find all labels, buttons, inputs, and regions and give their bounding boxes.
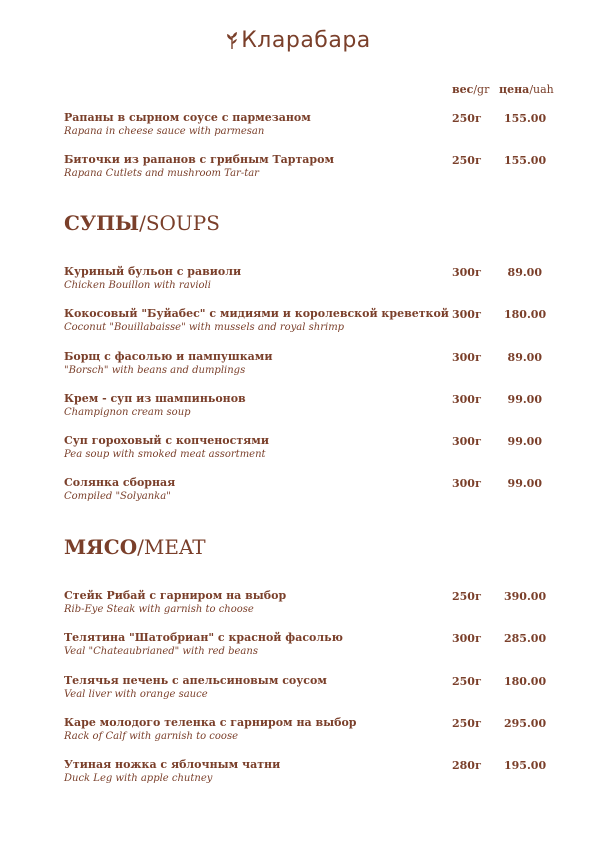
dish-weight: 300г [452, 477, 482, 490]
menu-item [64, 434, 554, 468]
dish-name-en: Chicken Bouillon with ravioli [64, 280, 211, 291]
dish-name-ru: Биточки из рапанов с грибным Тартаром [64, 153, 335, 166]
dish-price: 180.00 [504, 308, 547, 321]
dish-name-en: Coconut "Bouillabaisse" with mussels and royal shrimp [64, 322, 345, 333]
menu-item [64, 476, 554, 510]
dish-name-ru: Рапаны в сырном соусе с пармезаном [64, 111, 311, 124]
dish-name-ru: Кокосовый "Буйабес" с мидиями и королевской креветкой [64, 307, 449, 320]
dish-weight: 250г [452, 112, 482, 125]
dish-name-en: Rapana in cheese sauce with parmesan [64, 126, 265, 137]
dish-weight: 250г [452, 717, 482, 730]
menu-item [64, 350, 554, 384]
dish-price: 295.00 [504, 717, 547, 730]
section-title-meat: МЯСО/MEAT [64, 535, 206, 559]
brand-logo [0, 28, 596, 56]
dish-weight: 300г [452, 632, 482, 645]
dish-price: 155.00 [504, 154, 547, 167]
dish-name-ru: Суп гороховый с копченостями [64, 434, 269, 447]
dish-name-en: Rib-Eye Steak with garnish to choose [64, 604, 254, 615]
dish-price: 180.00 [504, 675, 547, 688]
dish-weight: 300г [452, 266, 482, 279]
dish-name-ru: Крем - суп из шампиньонов [64, 392, 246, 405]
dish-name-en: Compiled "Solyanka" [64, 491, 171, 502]
menu-item [64, 758, 554, 792]
brand-name: Кларабара [241, 28, 371, 53]
dish-name-ru: Солянка сборная [64, 476, 176, 489]
price-column-header: цена/uah [499, 83, 554, 96]
dish-name-ru: Борщ с фасолью и пампушками [64, 350, 273, 363]
dish-weight: 280г [452, 759, 482, 772]
menu-item [64, 674, 554, 708]
dish-name-ru: Стейк Рибай с гарниром на выбор [64, 589, 287, 602]
menu-item [64, 716, 554, 750]
dish-price: 89.00 [507, 351, 542, 364]
dish-name-ru: Каре молодого теленка с гарниром на выбор [64, 716, 357, 729]
dish-name-en: Rapana Cutlets and mushroom Tar-tar [64, 168, 259, 179]
menu-item [64, 589, 554, 623]
dish-name-en: Veal liver with orange sauce [64, 689, 208, 700]
menu-item [64, 111, 554, 145]
dish-weight: 250г [452, 154, 482, 167]
dish-weight: 300г [452, 435, 482, 448]
dish-price: 195.00 [504, 759, 547, 772]
dish-name-ru: Утиная ножка с яблочным чатни [64, 758, 281, 771]
dish-price: 89.00 [507, 266, 542, 279]
dish-name-ru: Куриный бульон с равиоли [64, 265, 242, 278]
dish-price: 99.00 [507, 393, 542, 406]
menu-item [64, 153, 554, 187]
dish-name-en: Veal "Chateaubrianed" with red beans [64, 646, 258, 657]
menu-item [64, 631, 554, 665]
dish-price: 155.00 [504, 112, 547, 125]
section-title-soups: СУПЫ/SOUPS [64, 211, 220, 235]
dish-name-en: Champignon cream soup [64, 407, 191, 418]
dish-price: 285.00 [504, 632, 547, 645]
dish-name-en: Pea soup with smoked meat assortment [64, 449, 266, 460]
weight-column-header: вес/gr [452, 83, 490, 96]
dish-weight: 300г [452, 308, 482, 321]
dish-name-en: "Borsch" with beans and dumplings [64, 365, 246, 376]
dish-weight: 300г [452, 393, 482, 406]
dish-weight: 250г [452, 590, 482, 603]
dish-name-en: Rack of Calf with garnish to coose [64, 731, 238, 742]
dish-price: 390.00 [504, 590, 547, 603]
dish-weight: 300г [452, 351, 482, 364]
dish-price: 99.00 [507, 477, 542, 490]
dish-price: 99.00 [507, 435, 542, 448]
dish-name-ru: Телячья печень с апельсиновым соусом [64, 674, 327, 687]
dish-name-ru: Телятина "Шатобриан" с красной фасолью [64, 631, 343, 644]
menu-item [64, 307, 554, 341]
dish-name-en: Duck Leg with apple chutney [64, 773, 213, 784]
menu-item [64, 265, 554, 299]
dish-weight: 250г [452, 675, 482, 688]
menu-item [64, 392, 554, 426]
sprig-icon [225, 30, 239, 56]
